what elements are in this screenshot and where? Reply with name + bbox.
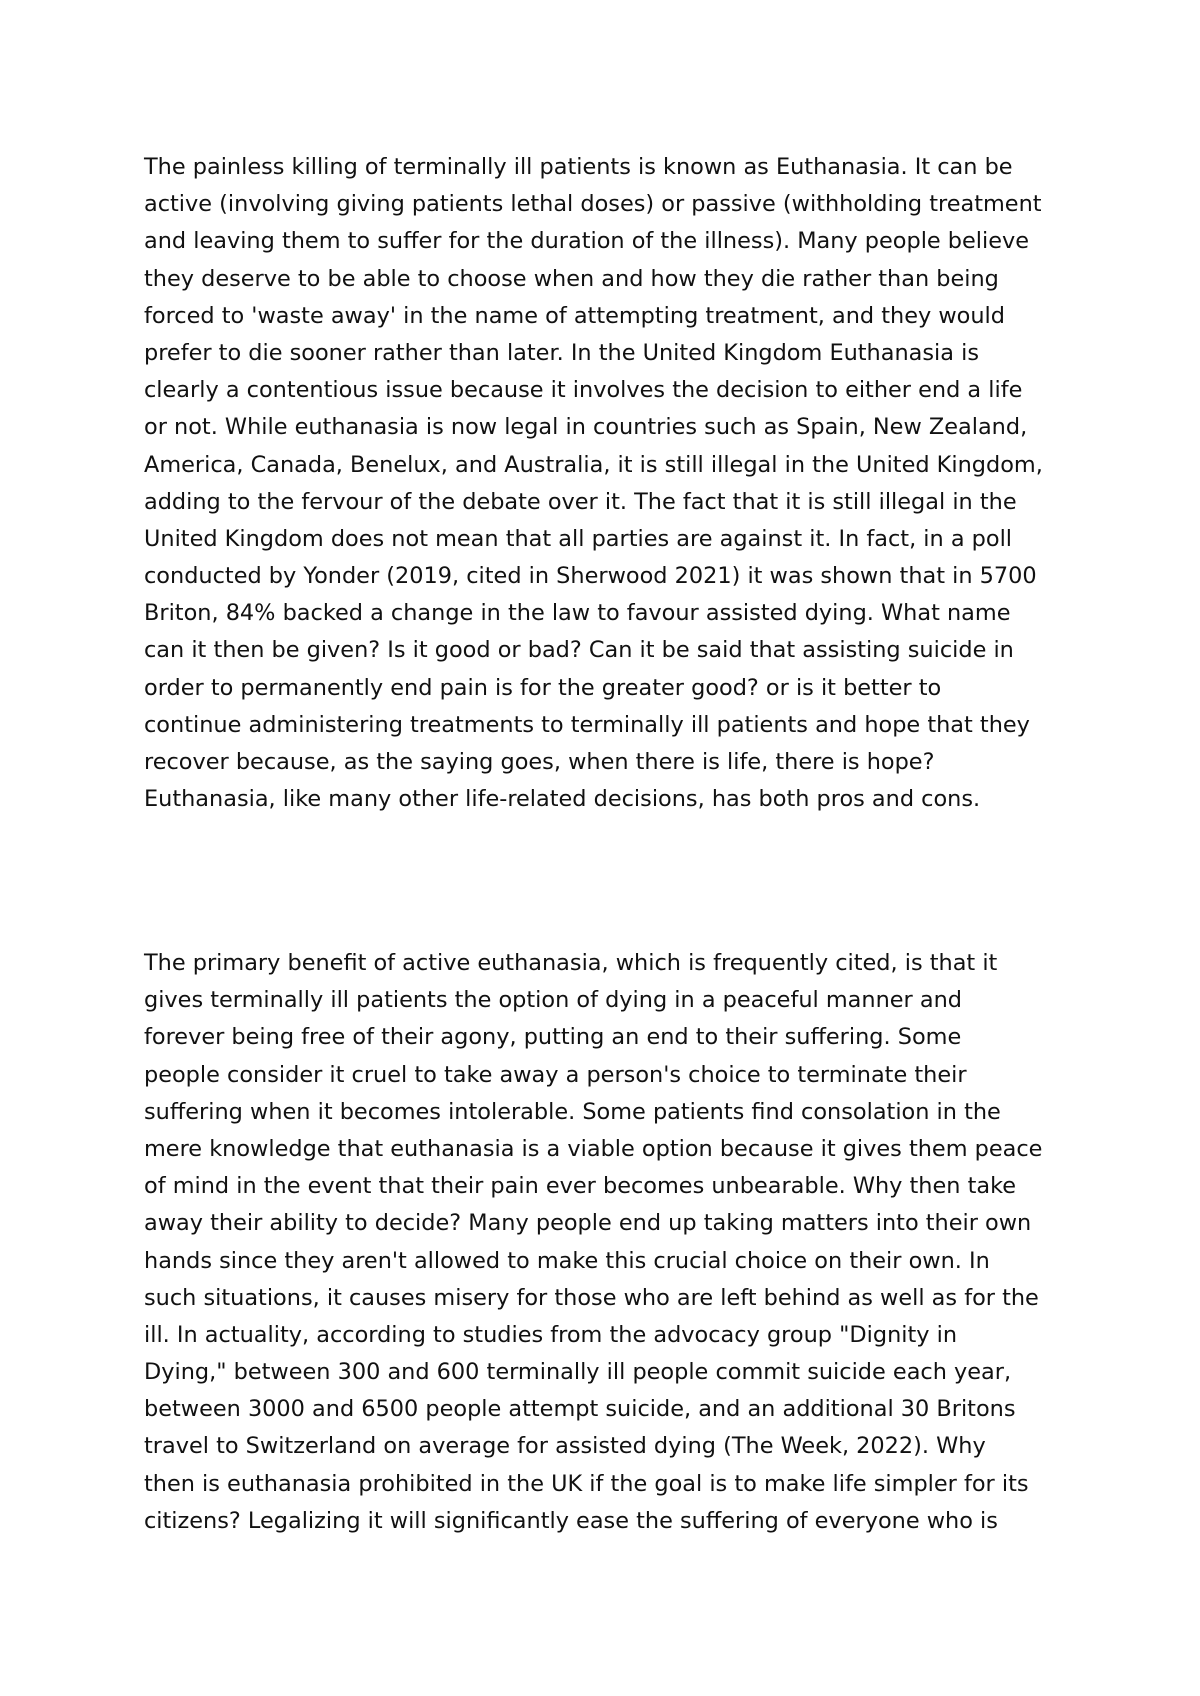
text-line: The primary benefit of active euthanasia, which is frequently cited, is that it: [144, 950, 998, 976]
text-line: such situations, it causes misery for those who are left behind as well as for the: [144, 1284, 1039, 1311]
paragraph-introduction: [144, 149, 1094, 818]
text-line: Dying," between 300 and 600 terminally ill people commit suicide each year,: [144, 1359, 1012, 1386]
text-line: and leaving them to suffer for the duration of the illness). Many people believe: [144, 228, 1030, 255]
text-line: citizens? Legalizing it will significantly ease the suffering of everyone who is: [144, 1507, 998, 1534]
text-line: clearly a contentious issue because it involves the decision to either end a life: [144, 377, 1023, 404]
text-line: adding to the fervour of the debate over it. The fact that it is still illegal in the: [144, 488, 1017, 515]
text-line: prefer to die sooner rather than later. In the United Kingdom Euthanasia is: [144, 339, 979, 366]
text-line: of mind in the event that their pain ever becomes unbearable. Why then take: [144, 1173, 1017, 1200]
paragraph-benefits: [144, 945, 1094, 1540]
text-line: between 3000 and 6500 people attempt suicide, and an additional 30 Britons: [144, 1396, 1016, 1423]
text-line: order to permanently end pain is for the greater good? or is it better to: [144, 674, 942, 701]
text-line: America, Canada, Benelux, and Australia, it is still illegal in the United Kingdom,: [144, 451, 1043, 478]
text-line: or not. While euthanasia is now legal in countries such as Spain, New Zealand,: [144, 414, 1028, 441]
text-line: can it then be given? Is it good or bad? Can it be said that assisting suicide in: [144, 637, 1014, 664]
text-line: mere knowledge that euthanasia is a viable option because it gives them peace: [144, 1135, 1043, 1162]
text-line: suffering when it becomes intolerable. Some patients find consolation in the: [144, 1098, 1001, 1125]
text-line: continue administering treatments to terminally ill patients and hope that they: [144, 711, 1030, 738]
text-line: forever being free of their agony, putting an end to their suffering. Some: [144, 1024, 962, 1051]
text-line: away their ability to decide? Many people end up taking matters into their own: [144, 1210, 1032, 1237]
text-line: The painless killing of terminally ill patients is known as Euthanasia. It can be: [144, 154, 1013, 180]
text-line: they deserve to be able to choose when and how they die rather than being: [144, 265, 999, 292]
text-line: United Kingdom does not mean that all parties are against it. In fact, in a poll: [144, 525, 1013, 552]
text-line: active (involving giving patients lethal doses) or passive (withholding treatment: [144, 191, 1042, 218]
text-line: recover because, as the saying goes, when there is life, there is hope?: [144, 749, 935, 775]
text-line: travel to Switzerland on average for assisted dying (The Week, 2022). Why: [144, 1433, 986, 1460]
text-line: gives terminally ill patients the option of dying in a peaceful manner and: [144, 987, 963, 1014]
text-line: forced to 'waste away' in the name of attempting treatment, and they would: [144, 302, 1005, 329]
text-line: people consider it cruel to take away a person's choice to terminate their: [144, 1061, 967, 1088]
text-line: conducted by Yonder (2019, cited in Sherwood 2021) it was shown that in 5700: [144, 563, 1037, 590]
text-line: Briton, 84% backed a change in the law to favour assisted dying. What name: [144, 600, 1011, 627]
text-line: ill. In actuality, according to studies from the advocacy group "Dignity in: [144, 1321, 958, 1348]
text-line: Euthanasia, like many other life-related decisions, has both pros and cons.: [144, 786, 981, 813]
text-line: hands since they aren't allowed to make this crucial choice on their own. In: [144, 1247, 990, 1274]
text-line: then is euthanasia prohibited in the UK if the goal is to make life simpler for its: [144, 1470, 1029, 1497]
